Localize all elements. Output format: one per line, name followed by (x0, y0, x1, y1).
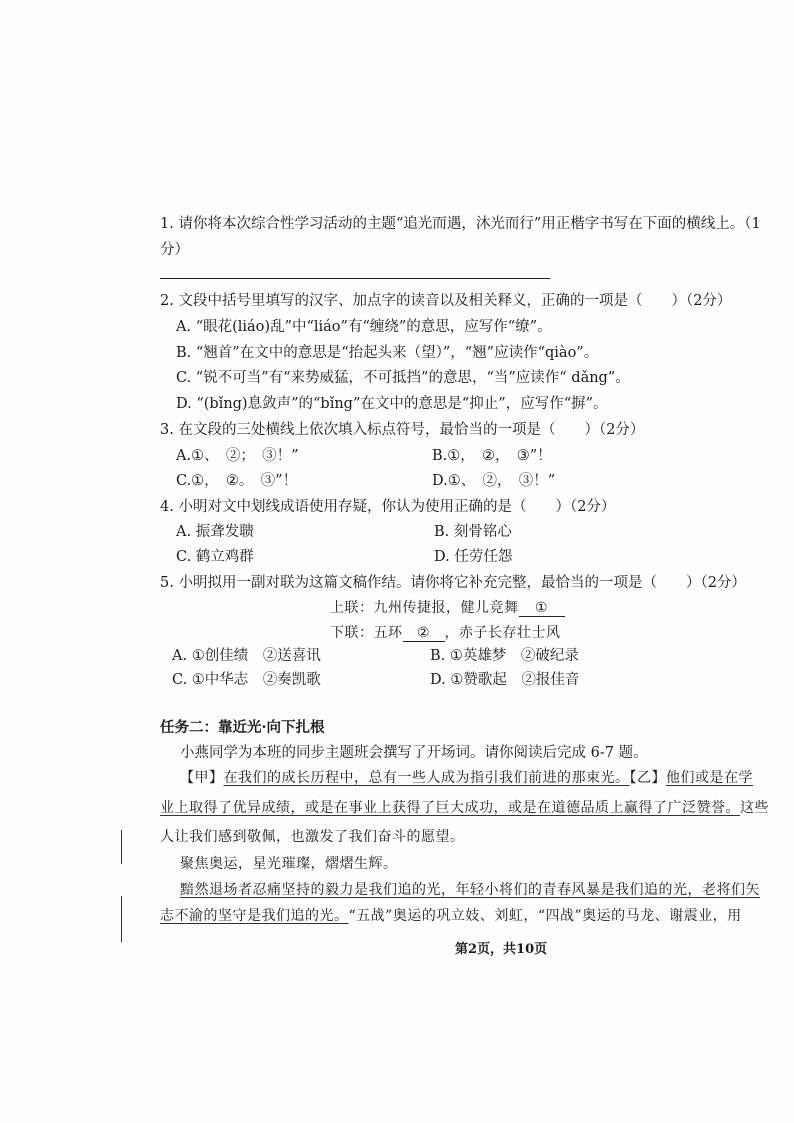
passage-sentence-yi-start: 他们或是在学 (666, 770, 753, 786)
q3-option-a: A.①、 ②； ③！” (176, 448, 299, 464)
page-footer: 第2页，共10页 (455, 942, 548, 957)
q4-option-b: B. 刻骨铭心 (434, 524, 512, 540)
couplet-upper-blank[interactable]: ① (519, 600, 565, 617)
q1-line2: 分） (160, 242, 189, 258)
q5-stem: 5. 小明拟用一副对联为这篇文稿作结。请你将它补充完整，最恰当的一项是（ ）（2分） (160, 575, 746, 591)
q2-option-d: D. “(bǐng)息敛声”的“bǐng”在文中的意思是“抑止”，应写作“摒”。 (176, 396, 608, 412)
passage-line-3: 人让我们感到敬佩，也激发了我们奋斗的愿望。 (160, 829, 465, 845)
passage-line-6 (160, 905, 742, 925)
passage-sentence-athletes: 黯然退场者忍痛坚持的毅力是我们追的光，年轻小将们的青春风暴是我们追的光，老将们矢 (180, 882, 760, 898)
q3-option-b: B.①， ②， ③”！ (432, 448, 552, 464)
passage-line-2 (160, 797, 769, 817)
passage-line-2-tail: 这些 (740, 800, 769, 816)
passage-line-4: 聚焦奥运，星光璀璨，熠熠生辉。 (180, 856, 398, 872)
q3-option-c: C.①， ②。 ③”！ (176, 473, 298, 489)
margin-binding-mark-upper (121, 830, 122, 864)
passage-line-1 (180, 767, 753, 787)
couplet-lower-suffix: ，赤子长存壮士风 (444, 625, 561, 641)
passage-sentence-athletes-end: 志不渝的坚守是我们追的光。 (160, 908, 349, 924)
q4-option-a: A. 振聋发聩 (176, 524, 254, 540)
passage-line-5 (180, 879, 760, 899)
task2-intro: 小燕同学为本班的同步主题班会撰写了开场词。请你阅读后完成 6-7 题。 (180, 745, 648, 761)
couplet-upper-text: 上联：九州传捷报，健儿竞舞 (330, 600, 519, 616)
q4-option-c: C. 鹤立鸡群 (176, 549, 254, 565)
passage-sentence-jia: 在我们的成长历程中，总有一些人成为指引我们前进的那束光。 (223, 770, 630, 786)
q3-option-d: D.①、 ②， ③！” (432, 473, 556, 489)
couplet-lower-prefix: 下联：五环 (330, 625, 403, 641)
margin-binding-mark-lower (121, 896, 122, 942)
couplet-upper (330, 597, 565, 617)
task2-title: 任务二：靠近光·向下扎根 (160, 719, 325, 736)
marker-jia: 【甲】 (180, 770, 224, 786)
q5-option-d: D. ①赞歌起 ②报佳音 (430, 672, 580, 688)
couplet-lower-blank[interactable]: ② (403, 625, 445, 642)
marker-yi: 【乙】 (629, 770, 666, 786)
couplet-lower (330, 622, 561, 642)
q3-stem: 3. 在文段的三处横线上依次填入标点符号，最恰当的一项是（ ）（2分） (160, 422, 645, 438)
q4-stem: 4. 小明对文中划线成语使用存疑，你认为使用正确的是（ ）（2分） (160, 499, 616, 515)
q2-option-c: C. “锐不可当”有“来势威猛，不可抵挡”的意思，“当”应读作“ dǎng”。 (176, 370, 630, 386)
q5-option-b: B. ①英雄梦 ②破纪录 (430, 648, 579, 664)
q4-option-d: D. 任劳任怨 (434, 549, 513, 565)
q5-option-a: A. ①创佳绩 ②送喜讯 (172, 648, 321, 664)
q1-line1: 1. 请你将本次综合性学习活动的主题“追光而遇，沐光而行”用正楷字书写在下面的横线上。（1 (160, 216, 761, 232)
q5-option-c: C. ①中华志 ②奏凯歌 (172, 672, 321, 688)
q2-option-a: A. “眼花(liáo)乱”中“liáo”有“缠绕”的意思，应写作“缭”。 (176, 319, 552, 335)
q1-answer-line[interactable] (160, 278, 550, 279)
q2-stem: 2. 文段中括号里填写的汉字、加点字的读音以及相关释义，正确的一项是（ ）（2分） (160, 293, 732, 309)
passage-sentence-yi-end: 业上取得了优异成绩，或是在事业上获得了巨大成功，或是在道德品质上赢得了广泛赞誉。 (160, 800, 740, 816)
passage-line-6-tail: “五战”奥运的巩立妓、刘虹，“四战”奥运的马龙、谢震业，用 (348, 908, 742, 924)
q2-option-b: B. “翘首”在文中的意思是“抬起头来（望）”，“翘”应读作“qiào”。 (176, 345, 599, 361)
